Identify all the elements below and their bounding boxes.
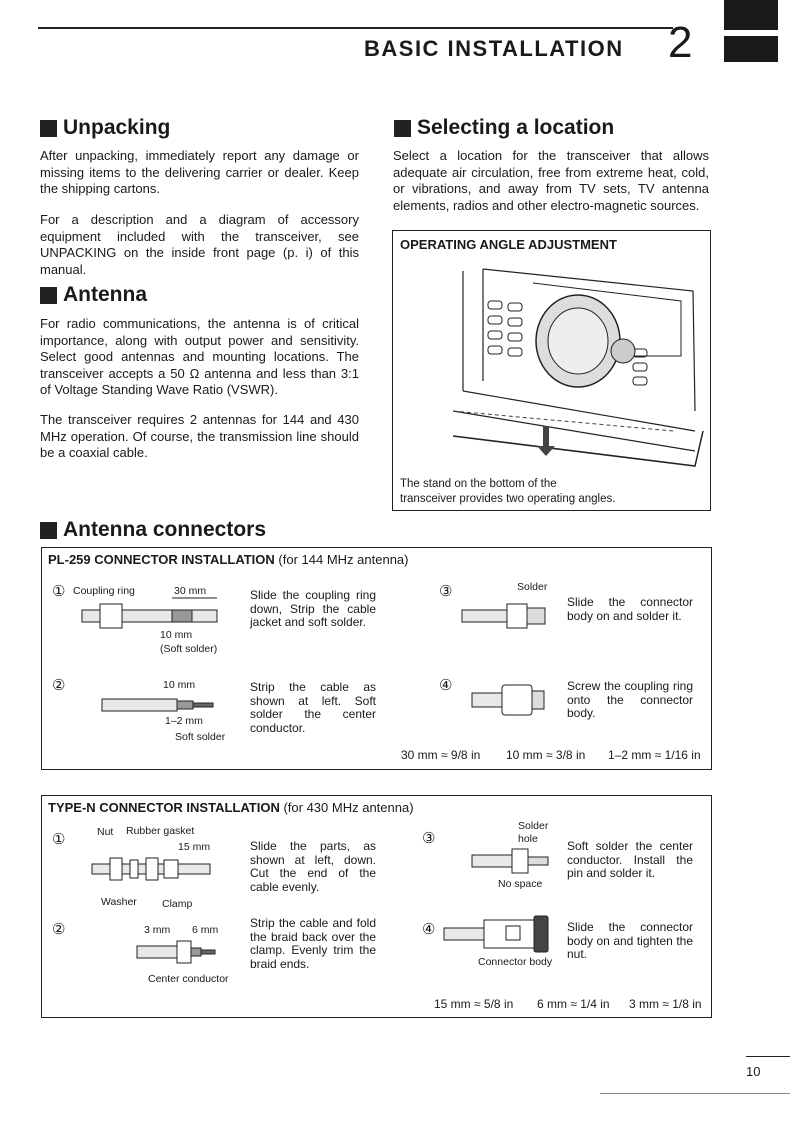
typen-step2-text: Strip the cable and fold the braid back over the clamp. Evenly trim the braid ends. xyxy=(250,916,376,971)
typen-box xyxy=(41,795,712,1018)
location-heading: Selecting a location xyxy=(394,116,614,140)
typen-step2-dim2: 6 mm xyxy=(192,924,219,936)
typen-step4-number: ④ xyxy=(422,921,436,938)
typen-step2-dim1: 3 mm xyxy=(144,924,171,936)
section-bullet-icon xyxy=(40,120,57,137)
page-title: BASIC INSTALLATION xyxy=(364,36,624,61)
pl259-step1-number: ① xyxy=(52,583,66,600)
connector-body-label: Connector body xyxy=(478,956,553,968)
hole-label: hole xyxy=(518,833,538,845)
pl259-title: PL-259 CONNECTOR INSTALLATION (for 144 MHz antenna) xyxy=(48,552,409,567)
pl259-step4-text: Screw the coupling ring onto the connector body. xyxy=(567,679,693,720)
operating-angle-caption-2: transceiver provides two operating angles. xyxy=(400,493,616,505)
section-bullet-icon xyxy=(40,287,57,304)
page-number: 10 xyxy=(746,1064,761,1079)
pl259-step1-text: Slide the coupling ring down, Strip the cable jacket and soft solder. xyxy=(250,588,376,629)
nut-label: Nut xyxy=(97,826,114,838)
antenna-paragraph-1: For radio communications, the antenna is of critical importance, along with output power and sensitivity. Select good antennas and mounting locations. The transceiver accepts a 50 Ω antenna and less than 3:1 of Voltage Standing Wave Ratio (VSWR). xyxy=(40,316,359,397)
typen-step3-number: ③ xyxy=(422,830,436,847)
pl259-conversion-2: 10 mm ≈ 3/8 in xyxy=(506,748,586,762)
pl259-step3-text: Slide the connector body on and solder it. xyxy=(567,595,693,623)
typen-step2-number: ② xyxy=(52,921,66,938)
pl259-step1-dim: 30 mm xyxy=(174,585,207,597)
page-number-rule xyxy=(746,1056,790,1057)
typen-step2-diagram xyxy=(137,938,227,968)
location-paragraph: Select a location for the transceiver that allows adequate air circulation, free from extreme heat, cold, or vibrations, and away from TV sets, TV antenna elements, radios and other electro-magnetic sources. xyxy=(393,148,709,213)
section-bullet-icon xyxy=(394,120,411,137)
center-conductor-label: Center conductor xyxy=(148,973,229,985)
typen-step4-diagram xyxy=(444,914,554,954)
unpacking-paragraph-2: For a description and a diagram of accessory equipment included with the transceiver, see UNPACKING on the inside front page (p. i) of this manual. xyxy=(40,212,359,277)
footer-rule xyxy=(600,1093,790,1094)
pl259-step1-dim3: (Soft solder) xyxy=(160,643,218,655)
coupling-ring-label: Coupling ring xyxy=(73,585,135,597)
typen-step1-dim: 15 mm xyxy=(178,841,211,853)
typen-step1-diagram xyxy=(92,854,222,884)
pl259-step3-label: Solder xyxy=(517,581,548,593)
pl259-step2-text: Strip the cable as shown at left. Soft solder the center conductor. xyxy=(250,680,376,735)
unpacking-heading: Unpacking xyxy=(40,116,170,140)
pl259-box xyxy=(41,547,712,770)
chapter-tab-lower xyxy=(724,36,778,62)
header-rule xyxy=(38,27,673,29)
connectors-heading: Antenna connectors xyxy=(40,518,266,542)
clamp-label: Clamp xyxy=(162,898,193,910)
typen-conversion-2: 6 mm ≈ 1/4 in xyxy=(537,997,610,1011)
pl259-step4-diagram xyxy=(472,683,552,718)
pl259-step4-number: ④ xyxy=(439,677,453,694)
antenna-heading: Antenna xyxy=(40,283,147,307)
pl259-step1-diagram xyxy=(72,598,222,638)
pl259-conversion-3: 1–2 mm ≈ 1/16 in xyxy=(608,748,701,762)
typen-step1-text: Slide the parts, as shown at left, down. Cut the end of the cable evenly. xyxy=(250,839,376,894)
typen-conversion-1: 15 mm ≈ 5/8 in xyxy=(434,997,514,1011)
pl259-step2-label: Soft solder xyxy=(175,731,226,743)
antenna-paragraph-2: The transceiver requires 2 antennas for 144 and 430 MHz operation. Of course, the transmission line should be a coaxial cable. xyxy=(40,412,359,460)
typen-title: TYPE-N CONNECTOR INSTALLATION (for 430 MHz antenna) xyxy=(48,800,414,815)
chapter-number: 2 xyxy=(668,18,693,67)
typen-step4-text: Slide the connector body on and tighten the nut. xyxy=(567,920,693,961)
pl259-conversion-1: 30 mm ≈ 9/8 in xyxy=(401,748,481,762)
operating-angle-title: OPERATING ANGLE ADJUSTMENT xyxy=(400,237,617,252)
section-bullet-icon xyxy=(40,522,57,539)
transceiver-illustration xyxy=(433,261,703,476)
solder-label: Solder xyxy=(518,820,549,832)
chapter-tab xyxy=(724,0,778,30)
no-space-label: No space xyxy=(498,878,543,890)
washer-label: Washer xyxy=(101,896,137,908)
unpacking-paragraph-1: After unpacking, immediately report any damage or missing items to the delivering carrier or dealer. Keep the shipping cartons. xyxy=(40,148,359,196)
pl259-step3-number: ③ xyxy=(439,583,453,600)
pl259-step3-diagram xyxy=(462,600,562,630)
rubber-gasket-label: Rubber gasket xyxy=(126,825,195,837)
pl259-step1-dim2: 10 mm xyxy=(160,629,193,641)
pl259-step2-dim: 10 mm xyxy=(163,679,196,691)
pl259-step2-number: ② xyxy=(52,677,66,694)
typen-step3-diagram xyxy=(472,846,562,876)
typen-conversion-3: 3 mm ≈ 1/8 in xyxy=(629,997,702,1011)
operating-angle-box xyxy=(392,230,711,511)
pl259-step2-dim2: 1–2 mm xyxy=(165,715,203,727)
typen-step1-number: ① xyxy=(52,831,66,848)
operating-angle-caption-1: The stand on the bottom of the xyxy=(400,478,557,490)
typen-step3-text: Soft solder the center conductor. Install the pin and solder it. xyxy=(567,839,693,880)
